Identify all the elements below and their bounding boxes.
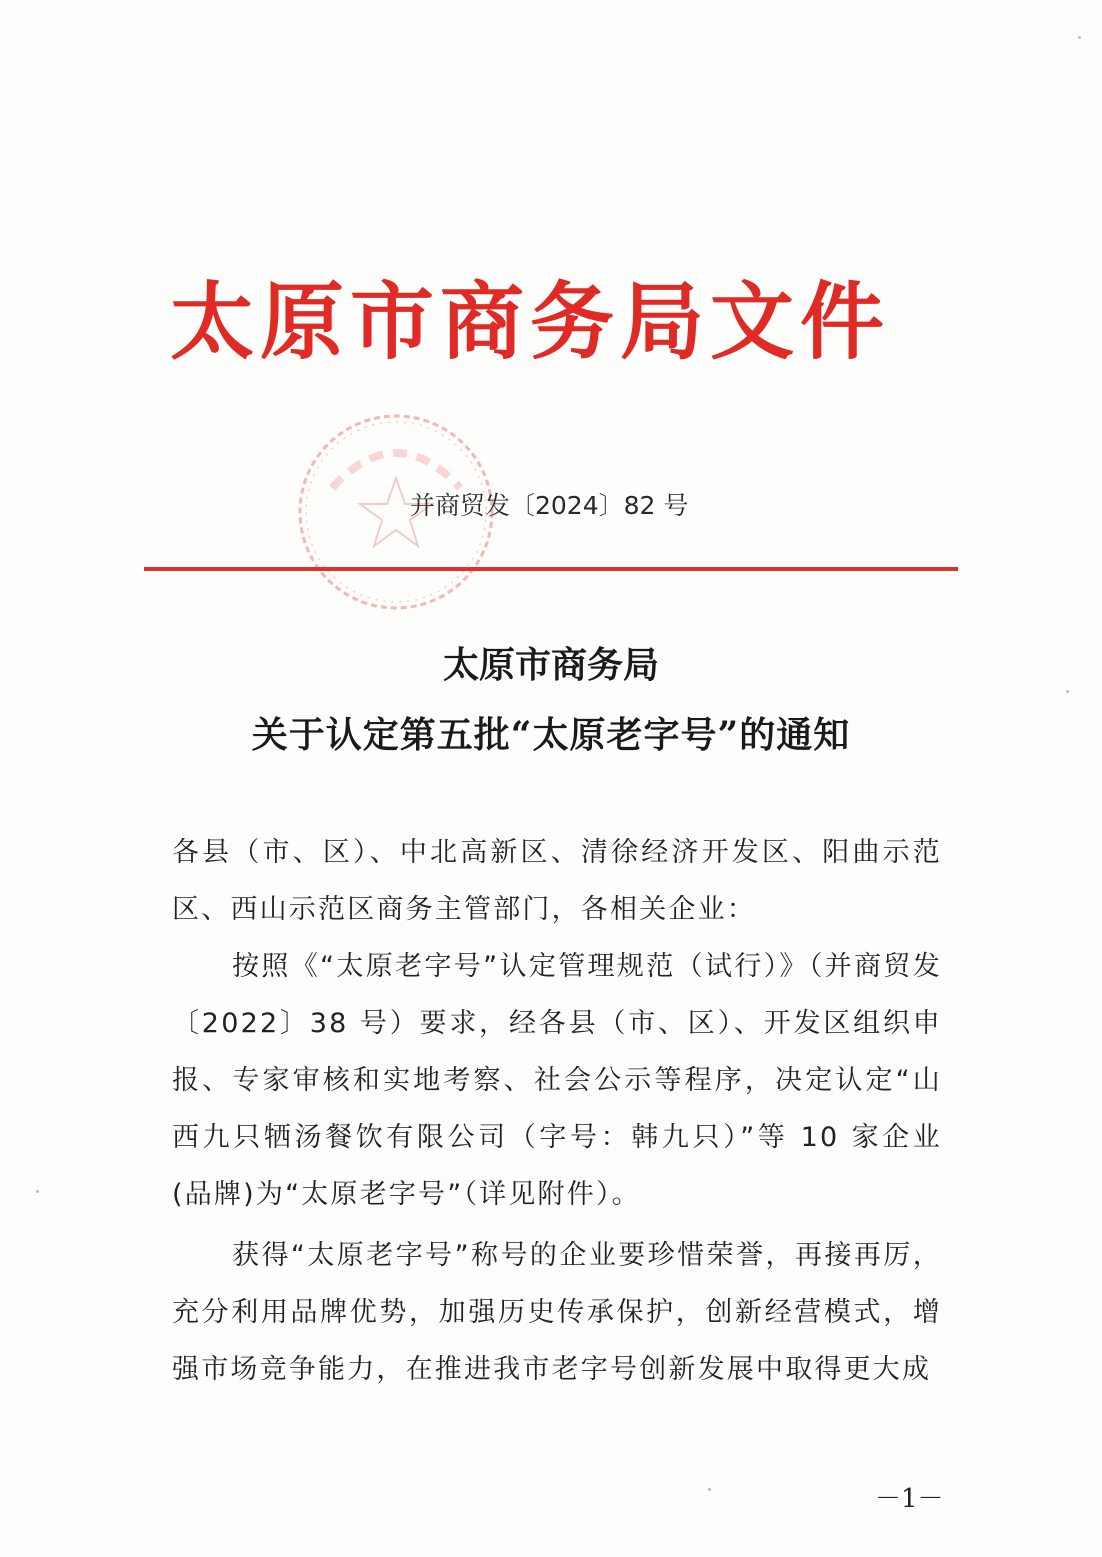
page-number: －1－ bbox=[875, 1484, 944, 1514]
document-number: 并商贸发〔2024〕82 号 bbox=[410, 491, 689, 520]
scan-speck bbox=[1078, 36, 1081, 39]
scan-speck bbox=[36, 1190, 39, 1193]
red-divider-line bbox=[144, 567, 958, 571]
document-header-title: 太原市商务局文件 bbox=[170, 272, 891, 371]
notice-body bbox=[172, 824, 942, 1398]
scan-speck bbox=[1066, 690, 1069, 693]
body-paragraph-1: 按照《“太原老字号”认定管理规范（试行）》（并商贸发〔2022〕38 号）要求，经各县（市、区）、开发区组织申报、专家审核和实地考察、社会公示等程序，决定认定“山西九只牺汤餐饮有限公司（字号：韩九只）”等 10 家企业(品牌)为“太原老字号”（详见附件）。 bbox=[172, 951, 942, 1210]
scan-speck bbox=[708, 1488, 711, 1491]
notice-title-line-2: 关于认定第五批“太原老字号”的通知 bbox=[251, 714, 851, 756]
addressees-paragraph: 各县（市、区）、中北高新区、清徐经济开发区、阳曲示范区、西山示范区商务主管部门，各相关企业： bbox=[172, 837, 942, 925]
body-paragraph-2: 获得“太原老字号”称号的企业要珍惜荣誉，再接再厉，充分利用品牌优势，加强历史传承保护，创新经营模式，增强市场竞争能力，在推进我市老字号创新发展中取得更大成 bbox=[172, 1240, 942, 1385]
notice-title-line-1: 太原市商务局 bbox=[442, 644, 659, 686]
